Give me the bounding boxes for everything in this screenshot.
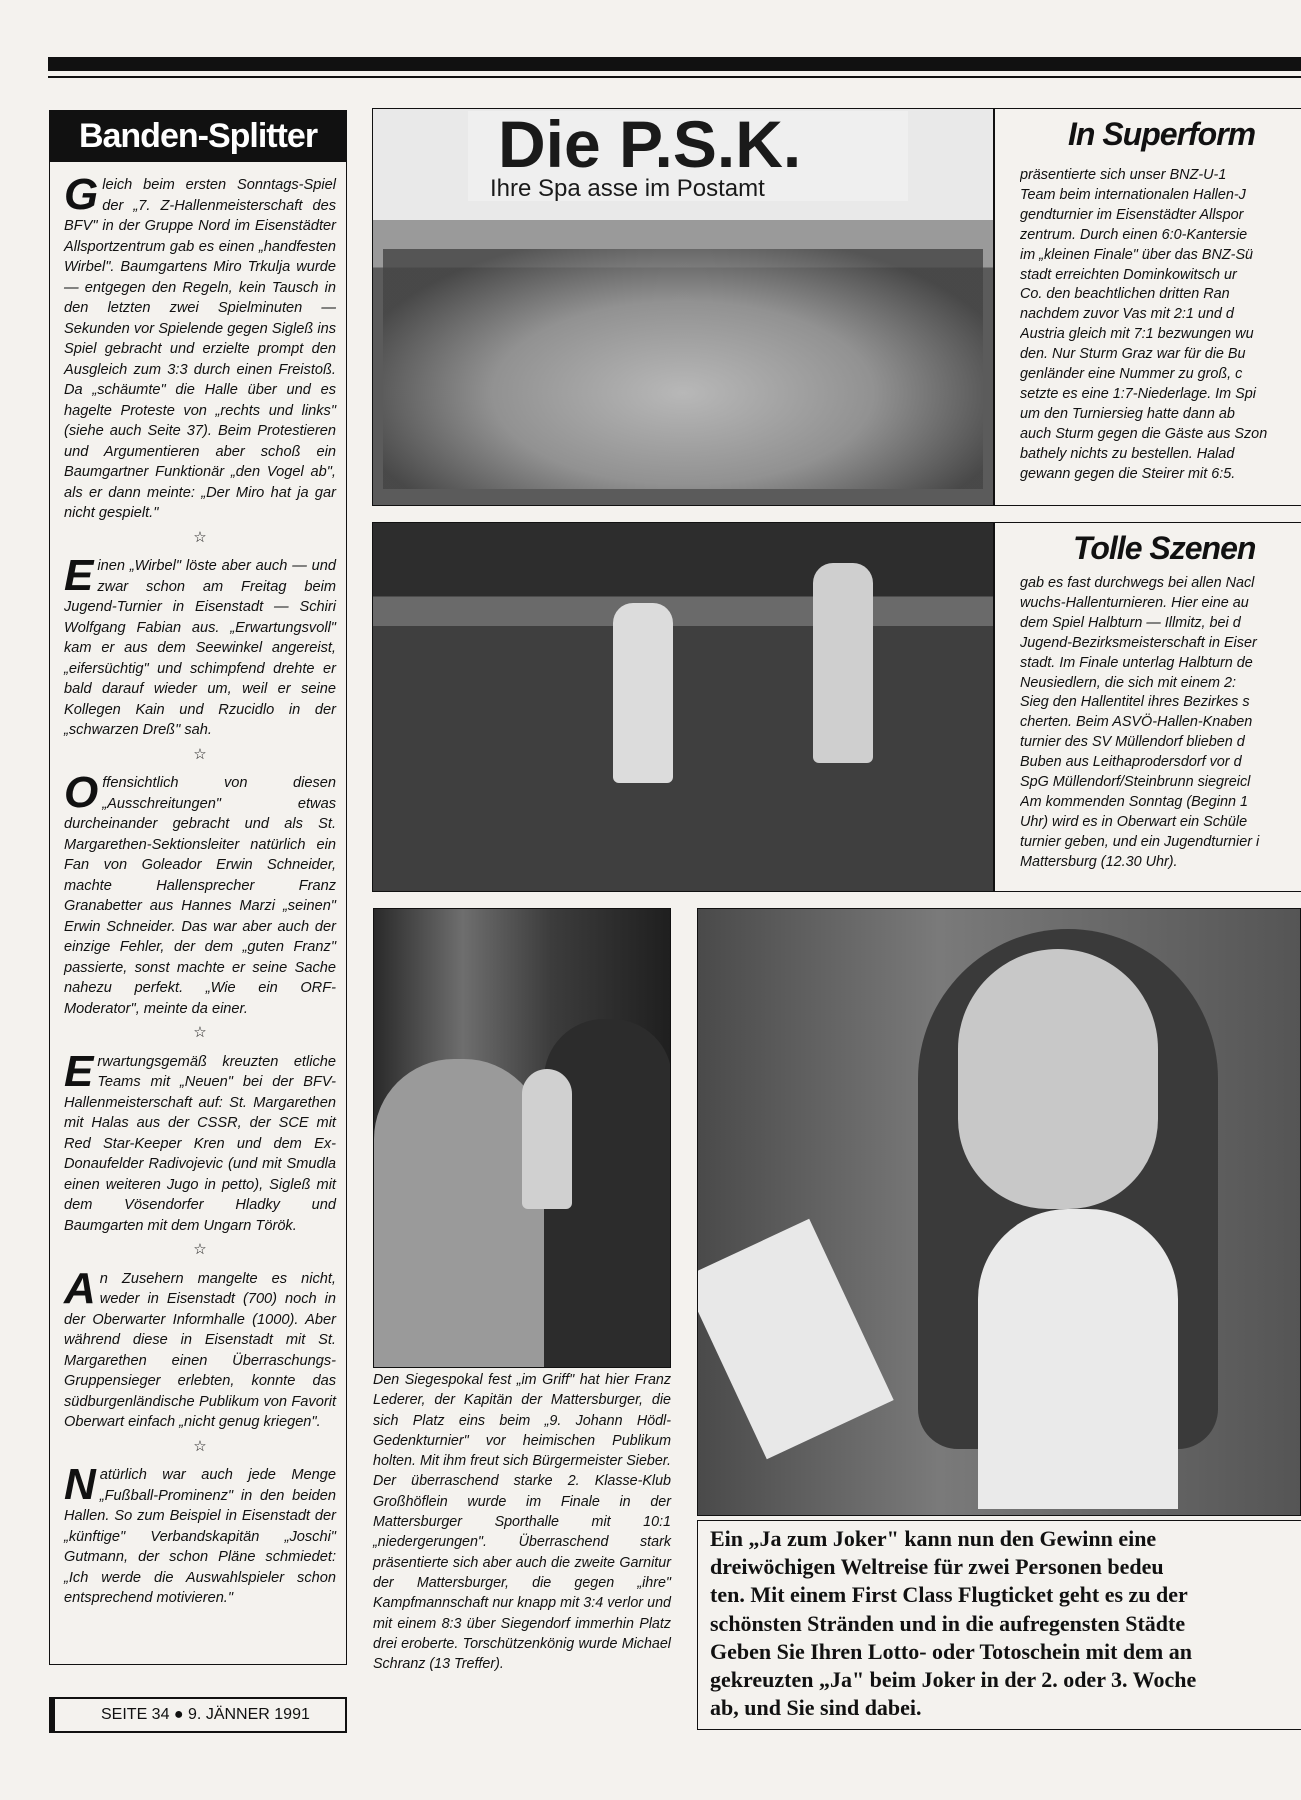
superform-text: präsentierte sich unser BNZ-U-1 Team beim internationalen Hallen-J gendturnier im Eisenstädter Allspor zentrum. Durch einen 6:0-Kantersie im „kleinen Finale" über das BNZ-Sü stadt erreichten Dominkowitsch ur Co. den beachtlichen dritten Ran nachdem zuvor Vas mit 2:1 und d Austria gleich mit 7:1 bezwungen wu den. Nur Sturm Graz war für die Bu genländer eine Nummer zu groß, c setzte es eine 1:7-Niederlage. Im Spi um den Turniersieg hatte dann ab auch Sturm gegen die Gäste aus Szon bathely nichts zu bestellen. Halad gewann gegen die Steirer mit 6:5. — [1020, 167, 1268, 482]
lotto-ticket — [697, 1219, 894, 1459]
paragraph — [64, 170, 336, 524]
dropcap: A — [64, 1263, 96, 1313]
psk-banner-subtitle: Ihre Spa asse im Postamt — [490, 175, 765, 202]
team-photo — [372, 108, 994, 506]
star-divider: ☆ — [193, 1024, 207, 1041]
psk-banner-title: Die P.S.K. — [498, 108, 802, 181]
model-face — [958, 949, 1158, 1209]
paragraph — [64, 1460, 336, 1609]
star-divider: ☆ — [193, 1437, 207, 1455]
joker-ad-photo — [697, 908, 1301, 1516]
trophy-icon — [522, 1069, 572, 1209]
top-rule — [48, 57, 1301, 71]
paragraph — [64, 1263, 336, 1433]
paragraph — [64, 768, 336, 1019]
star-divider: ☆ — [193, 528, 207, 546]
player-striped — [813, 563, 873, 763]
star-divider: ☆ — [193, 1241, 207, 1258]
match-photo — [372, 522, 994, 892]
szenen-text: gab es fast durchwegs bei allen Nacl wuchs-Hallenturnieren. Hier eine au dem Spiel Halbturn — Illmitz, bei d Jugend-Bezirksmeisterschaft in Eiser stadt. Im Finale unterlag Halbturn de Neusiedlern, die sich mit einem 2: Sieg den Hallentitel ihres Bezirkes s cherten. Beim ASVÖ-Hallen-Knaben turnier des SV Müllendorf blieben d Buben aus Leithaprodersdorf vor d SpG Müllendorf/Steinbrunn siegreicl Am kommenden Sonntag (Beginn 1 Uhr) wird es in Oberwart ein Schüle turnier geben, und ein Jugendturnier i Mattersburg (12.30 Uhr). — [1020, 575, 1260, 870]
banden-splitter-box — [49, 110, 347, 1665]
trophy-photo — [373, 908, 671, 1368]
paragraph — [64, 551, 336, 741]
paragraph-text: ffensichtlich von diesen „Ausschreitungen" etwas durcheinander gebracht und als St. Margarethen-Sektionsleiter natürlich ein Fan von Goleador Erwin Schneider, machte Hallensprecher Franz Granabetter aus Hannes Marzi „seinen" Erwin Schneider. Das war aber auch der einzige Fehler, der dem „guten Franz" passierte, sonst machte er seine Sache nahezu perfekt. „Wie ein ORF-Moderator", meinte da einer. — [64, 775, 336, 1017]
szenen-heading: Tolle Szenen — [1073, 530, 1256, 566]
dropcap: E — [64, 1046, 94, 1096]
dropcap: G — [64, 170, 99, 219]
model-top — [978, 1209, 1178, 1509]
paragraph-text: atürlich war auch jede Menge „Fußball-Prominenz" in den beiden Hallen. So zum Beispiel in Eisenstadt der „künftige" Verbandskapitän „Joschi" Gutmann, der schon Pläne schmiedet: „Ich werde die Auswahlspieler schon entsprechend motivieren." — [64, 1467, 336, 1606]
banden-splitter-heading: Banden-Splitter — [49, 110, 347, 162]
dropcap: N — [64, 1460, 96, 1509]
paragraph-text: n Zusehern mangelte es nicht, weder in Eisenstadt (700) noch in der Oberwarter Informhalle (1000). Aber während diese in Eisenstadt mit St. Margarethen einen Überraschungs-Gruppensieger erlebten, konnte das südburgenländische Publikum von Favorit Oberwart einfach „nicht genug kriegen". — [64, 1270, 336, 1430]
captain — [374, 1059, 544, 1368]
top-thin-rule — [48, 76, 1301, 78]
player-dark-shorts — [613, 603, 673, 783]
paragraph-text: leich beim ersten Sonntags-Spiel der „7. Z-Hallenmeisterschaft des BFV" in der Gruppe Nord im Eisenstädter Allsportzentrum gab es einen „handfesten Wirbel". Baumgartens Miro Trkulja wurde — entgegen den Regeln, kein Tausch in den letzten zwei Spielminuten — Sekunden vor Spielende gegen Sigleß ins Spiel gebracht und erzielte prompt den Ausgleich zum 3:3 durch einen Freistoß. Da „schäumte" die Halle über und es hagelte Proteste von „rechts und links" (siehe auch Seite 37). Beim Protestieren und Argumentieren aber schoß ein Baumgartner Funktionär „den Vogel ab", als er dann meinte: „Der Miro hat ja gar nicht gespielt." — [64, 177, 336, 521]
paragraph-text: rwartungsgemäß kreuzten etliche Teams mit „Neuen" bei der BFV-Hallenmeisterschaft auf: St. Margarethen mit Halas aus der CSSR, der SCE mit Red Star-Keeper Kren und dem Ex-Donaufelder Radivojevic (und mit Smudla einen weiteren Jugo in petto), Sigleß mit dem Vösendorfer Hladky und Baumgarten mit dem Ungarn Török. — [64, 1053, 336, 1234]
dropcap: O — [64, 768, 99, 817]
dropcap: E — [64, 551, 94, 600]
paragraph — [64, 1046, 336, 1237]
team-group — [383, 249, 983, 489]
page-footer: SEITE 34 ● 9. JÄNNER 1991 — [49, 1697, 347, 1733]
banden-splitter-body — [64, 170, 336, 1609]
paragraph-text: inen „Wirbel" löste aber auch — und zwar schon am Freitag beim Jugend-Turnier in Eisenstadt — Schiri Wolfgang Fabian aus. „Erwartungsvoll" kam er aus dem Seewinkel angereist, „eifersüchtig" und schimpfend drehte er bald darauf wieder um, weil er seine Kollegen Kain und Rzucidlo in der „schwarzen Dreß" sah. — [64, 558, 336, 738]
joker-ad-text: Ein „Ja zum Joker" kann nun den Gewinn eine dreiwöchigen Weltreise für zwei Personen bedeu ten. Mit einem First Class Flugticket geht es zu der schönsten Stränden und in die aufregensten Städte Geben Sie Ihren Lotto- oder Totoschein mit dem an gekreuzten „Ja" beim Joker in der 2. oder 3. Woche ab, und Sie sind dabei. — [697, 1520, 1301, 1730]
psk-banner — [468, 108, 908, 202]
trophy-caption: Den Siegespokal fest „im Griff" hat hier Franz Lederer, der Kapitän der Mattersburger, die sich Platz eins beim „9. Johann Hödl-Gedenkturnier" vor heimischen Publikum holten. Mit ihm freut sich Bürgermeister Sieber. Der überraschend starke 2. Klasse-Klub Großhöflein wurde im Finale in der Mattersburger Sporthalle mit 10:1 „niedergerungen". Überraschend stark präsentierte sich aber auch die zweite Garnitur der Mattersburger, die gegen „ihre" Kampfmannschaft nur knapp mit 3:4 verlor und mit einem 8:3 über Siegendorf immerhin Platz drei eroberte. Torschützenkönig wurde Michael Schranz (13 Treffer). — [373, 1372, 671, 1673]
superform-heading: In Superform — [1068, 116, 1256, 152]
star-divider: ☆ — [193, 745, 207, 763]
